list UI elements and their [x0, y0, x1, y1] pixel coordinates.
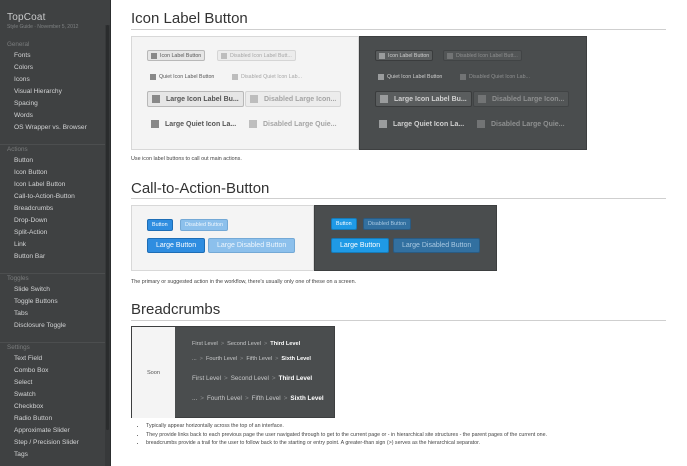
sidebar-item[interactable]: Swatch	[14, 391, 36, 398]
sidebar-item[interactable]: Breadcrumbs	[14, 205, 54, 212]
breadcrumb-separator: >	[283, 395, 288, 402]
quiet-icon-label-button-dark[interactable]: Quiet Icon Label Button	[375, 71, 445, 82]
large-icon-label-button[interactable]: Large Icon Label Bu...	[147, 91, 244, 107]
breadcrumb-separator: >	[271, 375, 276, 382]
cta-caption: The primary or suggested action in the workflow, there's usually only one of these on a screen.	[131, 279, 357, 285]
icon-label-caption: Use icon label buttons to call out main actions.	[131, 156, 242, 162]
icon-label-light-panel	[131, 36, 359, 150]
icon-label-button-disabled: Disabled Icon Label Butt...	[217, 50, 296, 61]
square-icon	[380, 95, 388, 103]
brand-subtitle: Style Guide · November 5, 2012	[7, 24, 79, 30]
breadcrumbs-notes	[146, 422, 547, 448]
large-icon-label-button-disabled: Disabled Large Icon...	[245, 91, 341, 107]
sidebar-item[interactable]: Radio Button	[14, 415, 53, 422]
large-icon-label-button-dark[interactable]: Large Icon Label Bu...	[375, 91, 472, 107]
breadcrumb-item[interactable]: First Level	[192, 341, 218, 347]
sidebar-item[interactable]: Button Bar	[14, 253, 46, 260]
breadcrumb-large	[192, 375, 312, 382]
breadcrumb-separator: >	[200, 395, 204, 402]
icon-label-button-dark[interactable]: Icon Label Button	[375, 50, 433, 61]
square-icon	[447, 53, 453, 59]
sidebar-item[interactable]: Text Field	[14, 355, 43, 362]
square-icon	[232, 74, 238, 80]
sidebar-item[interactable]: Drop-Down	[14, 217, 48, 224]
large-quiet-icon-label-button-dark[interactable]: Large Quiet Icon La...	[375, 116, 468, 132]
sidebar-item[interactable]: Checkbox	[14, 403, 44, 410]
icon-label-button-disabled-dark: Disabled Icon Label Butt...	[443, 50, 522, 61]
sidebar-section-heading: General	[7, 41, 30, 48]
breadcrumb-separator: >	[244, 395, 249, 402]
sidebar-item[interactable]: Icon Label Button	[14, 181, 66, 188]
sidebar-scrollbar-thumb[interactable]	[106, 25, 109, 430]
sidebar-item[interactable]: Colors	[14, 64, 34, 71]
sidebar-item[interactable]: Slide Switch	[14, 286, 50, 293]
quiet-icon-label-button-disabled: Disabled Quiet Icon Lab...	[229, 71, 305, 82]
sidebar-section-heading: Actions	[7, 146, 28, 153]
square-icon	[478, 95, 486, 103]
sidebar-section	[0, 40, 110, 134]
breadcrumb-large	[192, 395, 324, 402]
square-icon	[378, 74, 384, 80]
sidebar-item[interactable]: Words	[14, 112, 33, 119]
icon-label-button[interactable]: Icon Label Button	[147, 50, 205, 61]
sidebar-item[interactable]: Icons	[14, 76, 30, 83]
breadcrumb-separator: >	[264, 341, 268, 347]
cta-large-button-disabled: Large Disabled Button	[208, 238, 295, 253]
breadcrumbs-soon-label: Soon	[132, 327, 175, 418]
brand	[0, 0, 110, 30]
square-icon	[151, 53, 157, 59]
cta-dark-panel	[314, 205, 497, 271]
sidebar-item[interactable]: Select	[14, 379, 33, 386]
sidebar-item[interactable]: Toggle Buttons	[14, 298, 58, 305]
cta-light-panel	[131, 205, 314, 271]
large-quiet-icon-label-button[interactable]: Large Quiet Icon La...	[147, 116, 240, 132]
square-icon	[250, 95, 258, 103]
sidebar-item[interactable]: Button	[14, 157, 34, 164]
breadcrumb	[192, 341, 300, 347]
breadcrumb-current: Third Level	[270, 341, 301, 347]
breadcrumb-current: Third Level	[278, 375, 313, 382]
list-item: • They provide links back to each previous page the user navigated through to get to the current page or - in hierarchical site structures - the parent pages of the current one.	[146, 431, 547, 440]
sidebar-section	[0, 273, 110, 332]
square-icon	[150, 74, 156, 80]
cta-button-disabled: Disabled Button	[180, 219, 228, 231]
main-content	[111, 0, 687, 466]
title-rule	[131, 198, 666, 199]
large-icon-label-button-disabled-dark: Disabled Large Icon...	[473, 91, 569, 107]
large-quiet-icon-label-button-disabled: Disabled Large Quie...	[245, 116, 341, 132]
section-title-icon-label-button: Icon Label Button	[131, 10, 248, 27]
sidebar-item[interactable]: Tabs	[14, 310, 28, 317]
breadcrumb-separator: >	[224, 375, 228, 382]
list-item: • breadcrumbs provide a trail for the user to follow back to the starting or entry point. A greater-than sign (>) serves as the hierarchical separator.	[146, 439, 547, 448]
sidebar-section-heading: Toggles	[7, 275, 29, 282]
breadcrumb	[192, 356, 311, 362]
square-icon	[151, 120, 159, 128]
cta-large-button[interactable]: Large Button	[147, 238, 205, 253]
breadcrumb-current: Sixth Level	[290, 395, 324, 402]
sidebar-item[interactable]: Disclosure Toggle	[14, 322, 66, 329]
sidebar-section-heading: Settings	[7, 344, 30, 351]
sidebar-nav	[0, 40, 110, 461]
breadcrumb-item[interactable]: Second Level	[230, 375, 269, 382]
breadcrumb-item[interactable]: Fourth Level	[205, 356, 238, 362]
sidebar-item[interactable]: Call-to-Action-Button	[14, 193, 75, 200]
breadcrumb-separator: >	[275, 356, 279, 362]
sidebar-item[interactable]: Tags	[14, 451, 28, 458]
square-icon	[249, 120, 257, 128]
sidebar-item[interactable]: Fonts	[14, 52, 31, 59]
breadcrumb-item[interactable]: ...	[192, 356, 197, 362]
square-icon	[477, 120, 485, 128]
cta-large-button-disabled-dark: Large Disabled Button	[393, 238, 480, 253]
cta-large-button-dark[interactable]: Large Button	[331, 238, 389, 253]
sidebar-item[interactable]: Visual Hierarchy	[14, 88, 62, 95]
breadcrumb-current: Sixth Level	[281, 356, 311, 362]
square-icon	[379, 120, 387, 128]
brand-title[interactable]: TopCoat	[7, 12, 46, 23]
sidebar-item[interactable]: OS Wrapper vs. Browser	[14, 124, 87, 131]
quiet-icon-label-button[interactable]: Quiet Icon Label Button	[147, 71, 217, 82]
square-icon	[152, 95, 160, 103]
square-icon	[460, 74, 466, 80]
sidebar-section	[0, 144, 110, 263]
sidebar-item[interactable]: Combo Box	[14, 367, 49, 374]
section-title-cta: Call-to-Action-Button	[131, 180, 270, 197]
breadcrumb-separator: >	[220, 341, 225, 347]
sidebar-item[interactable]: Link	[14, 241, 27, 248]
breadcrumb-item[interactable]: Fifth Level	[246, 356, 273, 362]
square-icon	[379, 53, 385, 59]
square-icon	[221, 53, 227, 59]
breadcrumb-item[interactable]: Second Level	[227, 341, 261, 347]
breadcrumbs-panel	[131, 326, 335, 418]
large-quiet-icon-label-button-disabled-dark: Disabled Large Quie...	[473, 116, 569, 132]
breadcrumb-item[interactable]: Fifth Level	[251, 395, 281, 402]
quiet-icon-label-button-disabled-dark: Disabled Quiet Icon Lab...	[457, 71, 533, 82]
breadcrumb-item[interactable]: ...	[192, 395, 198, 402]
cta-button-dark[interactable]: Button	[331, 218, 357, 230]
breadcrumb-separator: >	[199, 356, 203, 362]
sidebar	[0, 0, 111, 466]
breadcrumb-separator: >	[240, 356, 244, 362]
list-item: • Typically appear horizontally across the top of an interface.	[146, 422, 547, 431]
sidebar-item[interactable]: Step / Precision Slider	[14, 439, 79, 446]
title-rule	[131, 29, 666, 30]
sidebar-item[interactable]: Icon Button	[14, 169, 48, 176]
cta-button-disabled-dark: Disabled Button	[363, 218, 411, 230]
breadcrumb-item[interactable]: First Level	[192, 375, 222, 382]
breadcrumb-item[interactable]: Fourth Level	[206, 395, 242, 402]
cta-button[interactable]: Button	[147, 219, 173, 231]
sidebar-item[interactable]: Spacing	[14, 100, 38, 107]
sidebar-section	[0, 342, 110, 461]
sidebar-item[interactable]: Approximate Slider	[14, 427, 70, 434]
section-title-breadcrumbs: Breadcrumbs	[131, 301, 221, 318]
icon-label-dark-panel	[359, 36, 587, 150]
title-rule	[131, 320, 666, 321]
sidebar-item[interactable]: Split-Action	[14, 229, 48, 236]
